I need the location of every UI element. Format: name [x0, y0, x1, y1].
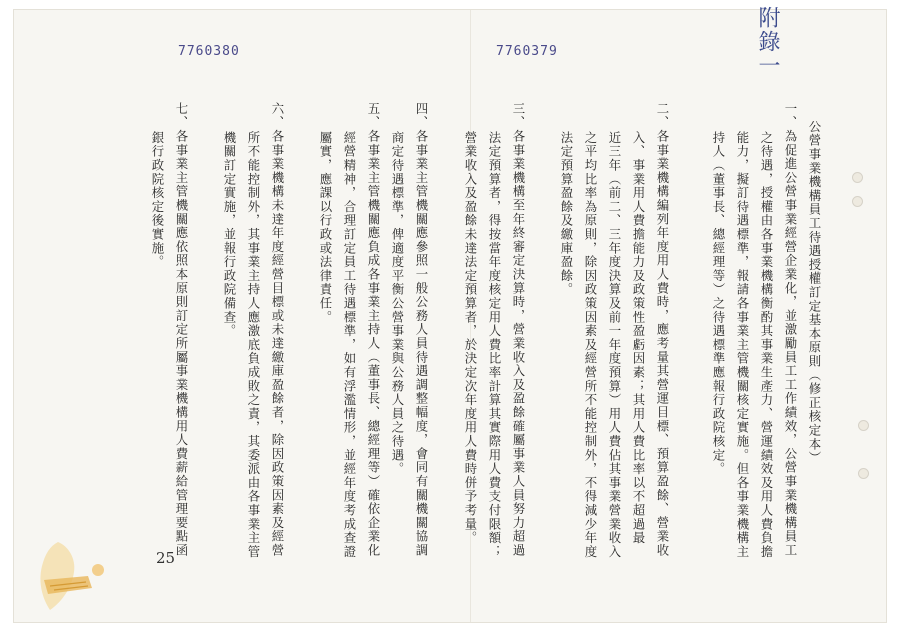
- text-column: 商定待遇標準，俾適度平衡公營事業與公務人員之待遇。: [390, 131, 405, 476]
- text-column: 四、各事業主管機關應參照一般公務人員待遇調整幅度，會同有關機關協調: [414, 102, 429, 558]
- serial-number-right: 7760379: [496, 44, 558, 59]
- document-page: [14, 10, 886, 622]
- text-column: 六、各事業機構未達年度經營目標或未達繳庫盈餘者，除因政策因素及經營: [270, 102, 285, 558]
- serial-number-left: 7760380: [178, 44, 240, 59]
- text-column: 七、各事業主管機關應依照本原則訂定所屬事業機構用人費薪給管理要點函: [174, 102, 189, 558]
- text-column: 持人（董事長、總經理等）之待遇標準應報行政院核定。: [711, 131, 726, 476]
- archive-logo-icon: [28, 536, 118, 616]
- document-title: 公營事業機構員工待遇授權訂定基本原則（修正核定本）: [807, 120, 822, 465]
- text-column: 屬實，應課以行政或法律責任。: [318, 131, 333, 325]
- text-column: 經營精神，合理訂定員工待遇標準，如有浮濫情形，並經年度考成查證: [342, 131, 357, 559]
- text-column: 入、事業用人費擔能力及政策性盈虧因素；其用人費比率以不超過最: [631, 131, 646, 545]
- text-column: 一、為促進公營事業經營企業化，並激勵員工工作績效，公營事業機構員工: [783, 102, 798, 558]
- text-column: 五、各事業主管機關應負成各事業主持人（董事長、總經理等）確依企業化: [366, 102, 381, 558]
- text-column: 二、各事業機構編列年度用人費時，應考量其營運目標、預算盈餘、營業收: [655, 102, 670, 558]
- text-column: 之平均比率為原則，除因政策因素及經營所不能控制外，不得減少年度: [583, 131, 598, 559]
- text-column: 營業收入及盈餘未達法定預算者，於決定次年度用人費時併予考量。: [463, 131, 478, 545]
- text-column: 法定預算盈餘及繳庫盈餘。: [559, 131, 574, 297]
- text-column: 所不能控制外，其事業主持人應激底負成敗之責，其委派由各事業主管: [246, 131, 261, 559]
- text-column: 法定預算者，得按當年度核定用人費比率計算其實際用人費支付限額；: [487, 131, 502, 559]
- text-column: 機關訂定實施，並報行政院備查。: [222, 131, 237, 338]
- text-column: 銀行政院核定後實施。: [150, 131, 165, 269]
- text-column: 能力，擬訂待遇標準，報請各事業主管機關核定實施。但各事業機構主: [735, 131, 750, 559]
- handwritten-annotation: 附錄一: [755, 6, 780, 78]
- text-column: 三、各事業機構至年終審定決算時，營業收入及盈餘確屬事業人員努力超過: [511, 102, 526, 558]
- text-column: 近三年（前二、三年度決算及前一年度預算）用人費佔其事業營業收入: [607, 131, 622, 559]
- text-column: 之待遇，授權由各事業機構衡酌其事業生產力、營運績效及用人費負擔: [759, 131, 774, 559]
- page-number: 25: [156, 549, 176, 567]
